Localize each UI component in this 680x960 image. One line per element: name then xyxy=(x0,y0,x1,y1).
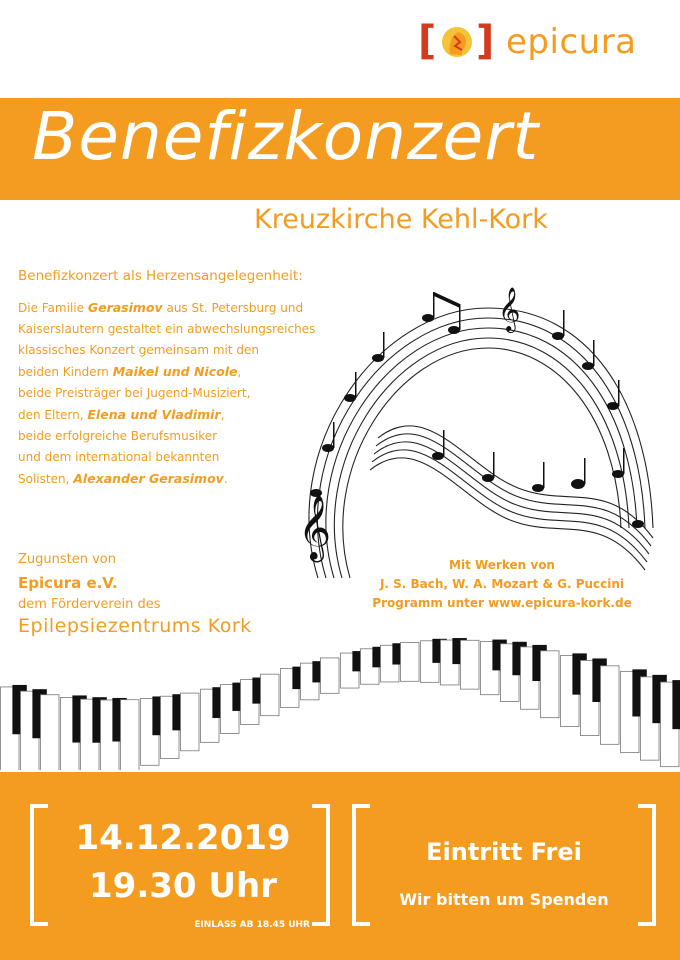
intro-text: , xyxy=(220,408,225,422)
piano-white-key xyxy=(461,640,480,689)
entry-bracket-right xyxy=(638,804,656,926)
piano-white-key xyxy=(121,700,140,770)
piano-black-key xyxy=(672,680,680,729)
event-date: 14.12.2019 xyxy=(75,818,291,858)
piano-white-key xyxy=(321,658,340,693)
piano-white-key xyxy=(401,643,420,682)
svg-text:𝄞: 𝄞 xyxy=(498,287,521,331)
intro-text: beiden Kindern xyxy=(18,365,113,379)
piano-white-key xyxy=(41,695,60,770)
program-works xyxy=(352,556,652,613)
date-bracket-right xyxy=(312,804,330,926)
date-bracket-left xyxy=(30,804,48,926)
intro-text: aus St. Petersburg und xyxy=(162,301,304,315)
works-composers: J. S. Bach, W. A. Mozart & G. Puccini xyxy=(379,577,625,591)
intro-text: . xyxy=(223,472,228,486)
beneficiary-block xyxy=(18,552,252,637)
page-title: Benefizkonzert xyxy=(32,98,540,175)
works-program-link: Programm unter www.epicura-kork.de xyxy=(372,596,632,610)
intro-text: Solisten, xyxy=(18,472,74,486)
venue-subtitle: Kreuzkirche Kehl-Kork xyxy=(254,204,548,235)
piano-white-key xyxy=(541,651,560,718)
intro-text: beide erfolgreiche Berufsmusiker xyxy=(18,429,218,443)
beneficiary-organisation: Epilepsiezentrums Kork xyxy=(18,615,252,637)
intro-text: den Eltern, xyxy=(18,408,88,422)
beneficiary-name: Epicura e.V. xyxy=(18,574,118,592)
beneficiary-description: dem Förderverein des xyxy=(18,597,161,612)
entry-info: Eintritt Frei xyxy=(426,838,582,866)
piano-keyboard-illustration xyxy=(0,630,680,770)
logo-bracket-left: [ xyxy=(418,18,437,64)
performer-name: Elena und Vladimir xyxy=(87,407,221,422)
svg-text:𝄞: 𝄞 xyxy=(298,495,332,560)
intro-text: beide Preisträger bei Jugend-Musiziert, xyxy=(18,386,251,400)
works-heading: Mit Werken von xyxy=(449,558,555,572)
intro-text: Die Familie xyxy=(18,301,88,315)
intro-heading: Benefizkonzert als Herzensangelegenheit: xyxy=(18,268,303,284)
piano-white-key xyxy=(181,693,200,751)
intro-text: und dem international bekannten xyxy=(18,450,220,464)
event-time: 19.30 Uhr xyxy=(89,866,277,906)
beneficiary-intro: Zugunsten von xyxy=(18,552,117,567)
intro-text: Kaiserslautern gestaltet ein abwechslungsreiches xyxy=(18,322,316,336)
admission-time: EINLASS AB 18.45 UHR xyxy=(194,920,310,930)
logo-head-icon xyxy=(440,24,474,60)
piano-white-key xyxy=(261,674,280,716)
performer-name: Alexander Gerasimov xyxy=(73,471,224,486)
piano-white-key xyxy=(601,666,620,744)
performer-name: Maikel und Nicole xyxy=(112,364,238,379)
performer-name: Gerasimov xyxy=(87,300,163,315)
intro-text: klassisches Konzert gemeinsam mit den xyxy=(18,343,260,357)
epicura-logo xyxy=(418,18,668,68)
donation-request: Wir bitten um Spenden xyxy=(399,890,609,909)
logo-bracket-right: ] xyxy=(476,18,495,64)
music-staff-illustration xyxy=(258,278,668,598)
intro-text: , xyxy=(237,365,242,379)
logo-wordmark: epicura xyxy=(506,22,637,62)
